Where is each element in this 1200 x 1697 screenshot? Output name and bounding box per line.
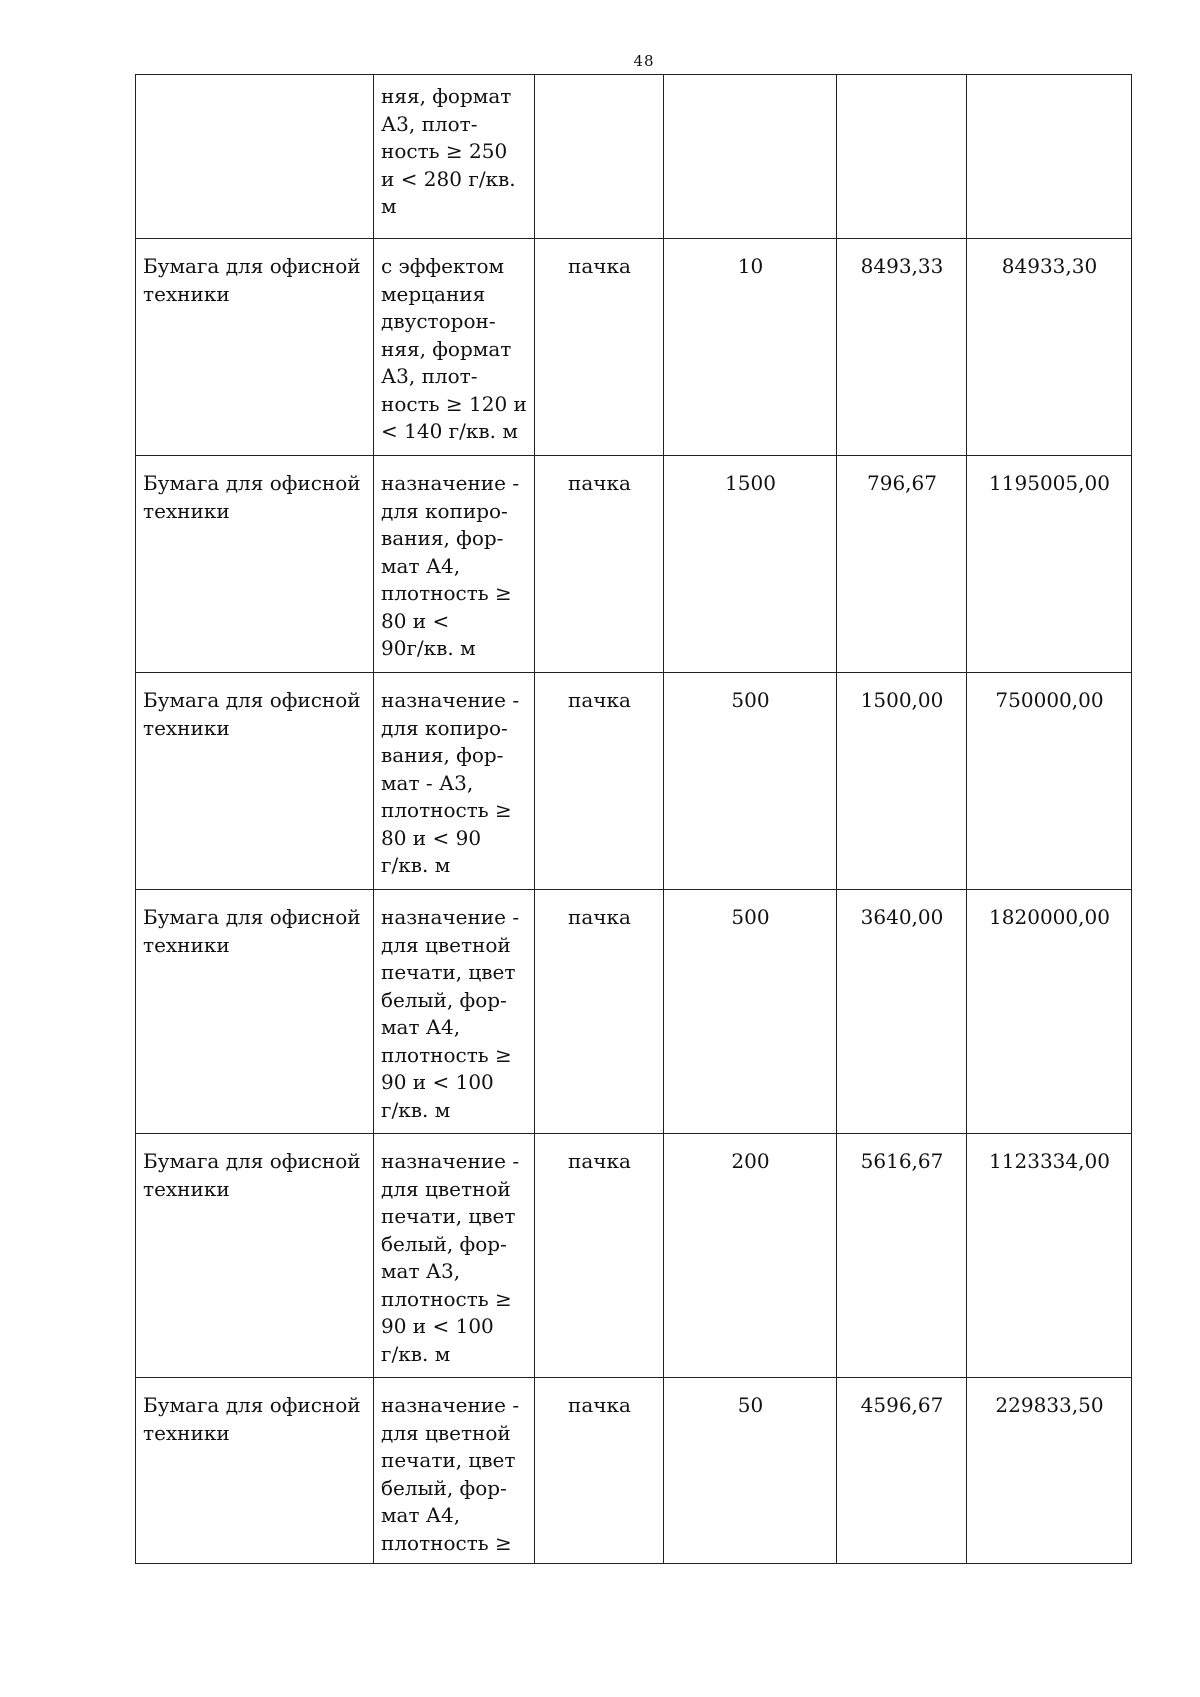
total-cell: 750000,00: [967, 673, 1132, 890]
table-row: [136, 890, 1132, 1134]
total-cell: 84933,30: [967, 239, 1132, 456]
unit-cell: пачка: [535, 1134, 664, 1378]
quantity-cell: 10: [664, 239, 837, 456]
unit-cell: пачка: [535, 1378, 664, 1564]
quantity-cell: 500: [664, 673, 837, 890]
table-row: [136, 456, 1132, 673]
item-description-cell: назначение - для копиро- вания, фор- мат А4, плотность ≥ 80 и < 90г/кв. м: [374, 456, 535, 673]
item-name-cell: [136, 75, 374, 239]
unit-cell: пачка: [535, 890, 664, 1134]
item-description-cell: назначение - для копиро- вания, фор- мат - А3, плотность ≥ 80 и < 90 г/кв. м: [374, 673, 535, 890]
table-row: [136, 75, 1132, 239]
item-description-cell: назначение - для цветной печати, цвет белый, фор- мат А4, плотность ≥ 90 и < 100 г/кв. м: [374, 890, 535, 1134]
item-description-cell: назначение - для цветной печати, цвет белый, фор- мат А3, плотность ≥ 90 и < 100 г/кв. м: [374, 1134, 535, 1378]
quantity-cell: 50: [664, 1378, 837, 1564]
total-cell: 1820000,00: [967, 890, 1132, 1134]
item-name-cell: Бумага для офисной техники: [136, 890, 374, 1134]
table-row: [136, 1134, 1132, 1378]
table-row: [136, 673, 1132, 890]
unit-cell: пачка: [535, 456, 664, 673]
page-number: 48: [633, 52, 655, 70]
price-cell: 1500,00: [837, 673, 967, 890]
price-cell: 4596,67: [837, 1378, 967, 1564]
total-cell: [967, 75, 1132, 239]
total-cell: 1123334,00: [967, 1134, 1132, 1378]
price-cell: 3640,00: [837, 890, 967, 1134]
unit-cell: пачка: [535, 239, 664, 456]
item-description-cell: с эффектом мерцания двусторон- няя, формат А3, плот- ность ≥ 120 и < 140 г/кв. м: [374, 239, 535, 456]
total-cell: 1195005,00: [967, 456, 1132, 673]
item-name-cell: Бумага для офисной техники: [136, 1378, 374, 1564]
unit-cell: [535, 75, 664, 239]
price-cell: 8493,33: [837, 239, 967, 456]
price-cell: 796,67: [837, 456, 967, 673]
item-description-cell: няя, формат А3, плот- ность ≥ 250 и < 280 г/кв. м: [374, 75, 535, 239]
item-description-cell: назначение - для цветной печати, цвет белый, фор- мат А4, плотность ≥: [374, 1378, 535, 1564]
price-cell: [837, 75, 967, 239]
item-name-cell: Бумага для офисной техники: [136, 1134, 374, 1378]
item-name-cell: Бумага для офисной техники: [136, 673, 374, 890]
quantity-cell: 500: [664, 890, 837, 1134]
price-cell: 5616,67: [837, 1134, 967, 1378]
table-row: [136, 239, 1132, 456]
total-cell: 229833,50: [967, 1378, 1132, 1564]
quantity-cell: [664, 75, 837, 239]
item-name-cell: Бумага для офисной техники: [136, 239, 374, 456]
quantity-cell: 200: [664, 1134, 837, 1378]
goods-table: [135, 74, 1132, 1564]
quantity-cell: 1500: [664, 456, 837, 673]
item-name-cell: Бумага для офисной техники: [136, 456, 374, 673]
unit-cell: пачка: [535, 673, 664, 890]
table-row: [136, 1378, 1132, 1564]
